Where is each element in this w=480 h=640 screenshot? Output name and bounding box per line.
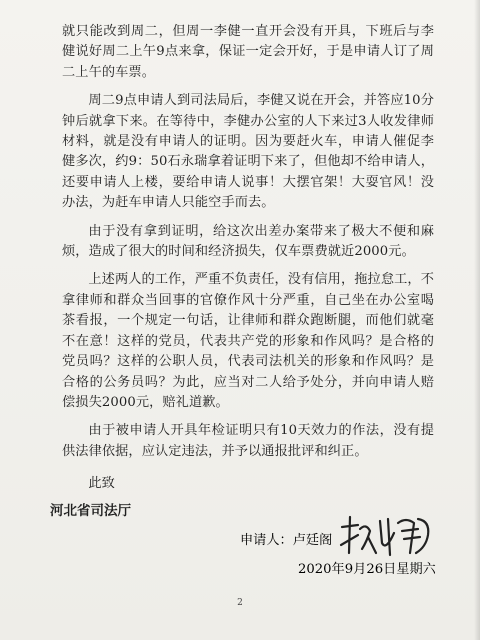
page-number: 2: [237, 598, 243, 608]
paragraph-legal-basis: 由于被申请人开具年检证明只有10天效力的作法，没有提供法律依据，应认定违法，并予以通报批评和纠正。: [62, 423, 434, 459]
recipient-name: 河北省司法厅: [50, 503, 131, 520]
applicant-label: 申请人：卢廷阁: [240, 533, 333, 548]
paragraph-tuesday-visit: 周二9点申请人到司法局后，李健又说在开会，并答应10分钟后就拿下来。在等待中，李健办公室的人下来过3人收发律师材料，就是没有申请人的证明。因为要赶火车，申请人催促李健多次，约9：50石永瑞拿着证明下来了，但他却不给申请人，还要申请人上楼，要给申请人说事！大摆官架！大耍官风！没办法，为赶车申请人只能空手而去。: [62, 93, 434, 211]
handwritten-signature: [336, 513, 436, 557]
paragraph-continuation: 就只能改到周二，但周一李健一直开会没有开具，下班后与李健说好周二上午9点来拿，保证一定会开好，于是申请人订了周二上午的车票。: [62, 24, 434, 80]
document-date: 2020年9月26日星期六: [298, 562, 436, 577]
paragraph-losses: 由于没有拿到证明，给这次出差办案带来了极大不便和麻烦，造成了很大的时间和经济损失，仅车票费就近2000元。: [62, 223, 434, 260]
closing-salutation: 此致: [88, 476, 115, 492]
signature-block: [240, 517, 440, 557]
paragraph-complaint: 上述两人的工作，严重不负责任，没有信用，拖拉怠工，不拿律师和群众当回事的官僚作风十分严重，自己坐在办公室喝茶看报，一个规定一句话，让律师和群众跑断腿，而他们就毫不在意！这样的党员，代表共产党的形象和作风吗？是合格的党员吗？这样的公职人员，代表司法机关的形象和作风吗？是合格的公务员吗？为此，应当对二人给予处分，并向申请人赔偿损失2000元，赔礼道歉。: [62, 272, 434, 410]
page-edge-shadow: [474, 0, 480, 640]
